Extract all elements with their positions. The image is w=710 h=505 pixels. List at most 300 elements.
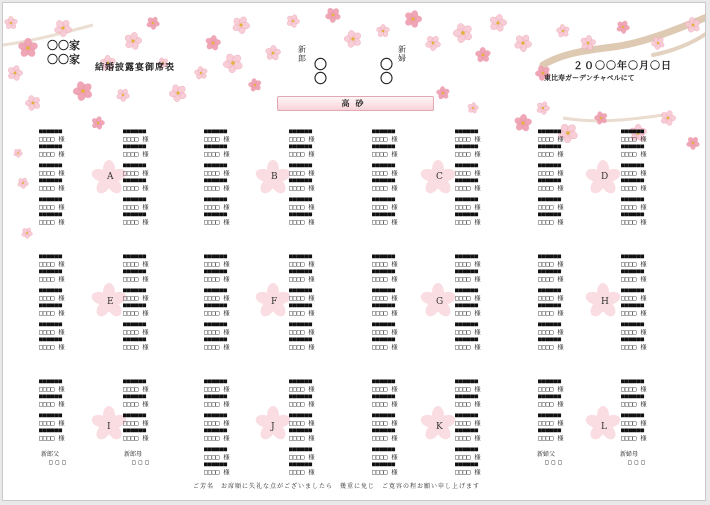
guest-name-text: □□□□ bbox=[204, 135, 220, 143]
guest-name bbox=[289, 276, 349, 284]
guest-name-text: □□□□ bbox=[372, 309, 388, 317]
guest-org: ■■■■■■ bbox=[621, 162, 645, 169]
guest-name bbox=[204, 170, 264, 178]
guest-name-text: □□□□ bbox=[204, 343, 220, 351]
guest-name-text: □□□□ bbox=[289, 150, 305, 158]
guest-org: ■■■■■■ bbox=[204, 302, 228, 309]
guest-name bbox=[123, 151, 183, 159]
honorific: 様 bbox=[308, 260, 315, 268]
guest-name bbox=[455, 344, 515, 352]
guest-name-text: □□□□ bbox=[289, 135, 305, 143]
table-label-a: A bbox=[107, 172, 114, 182]
guest-name-text: □□□□ bbox=[455, 260, 471, 268]
guest-org: ■■■■■■ bbox=[39, 336, 63, 343]
guest-name-text: □□□□ bbox=[538, 434, 554, 442]
guest-org: ■■■■■■ bbox=[455, 302, 479, 309]
guest-name bbox=[39, 136, 99, 144]
guest-name bbox=[621, 204, 681, 212]
guest-name bbox=[372, 344, 432, 352]
guest-org: ■■■■■■ bbox=[204, 177, 228, 184]
honorific: 様 bbox=[557, 260, 564, 268]
guest-org: ■■■■■■ bbox=[123, 211, 147, 218]
honorific: 様 bbox=[308, 328, 315, 336]
table-label-l: L bbox=[601, 422, 607, 432]
honorific: 様 bbox=[142, 294, 149, 302]
guest-org: ■■■■■■ bbox=[123, 287, 147, 294]
guest-list-19 bbox=[289, 378, 349, 480]
guest-org: ■■■■■■ bbox=[372, 321, 396, 328]
guest-name-text: □□□□ bbox=[39, 203, 55, 211]
footer-message: ご芳名 お席順に失礼な点がございましたら 幾重に免じ ご寛容の程お願い申し上げます bbox=[193, 483, 481, 490]
guest-name-text: □□□□ bbox=[123, 343, 139, 351]
guest-org: ■■■■■■ bbox=[204, 268, 228, 275]
guest-name bbox=[372, 329, 432, 337]
bride-father-seat bbox=[537, 451, 565, 467]
honorific: 様 bbox=[58, 184, 65, 192]
groom-father-name: □□□ bbox=[49, 459, 69, 466]
guest-name bbox=[204, 136, 264, 144]
table-label-f: F bbox=[271, 297, 278, 307]
honorific: 様 bbox=[391, 275, 398, 283]
guest-name-text: □□□□ bbox=[455, 294, 471, 302]
honorific: 様 bbox=[308, 169, 315, 177]
guest-name-text: □□□□ bbox=[123, 275, 139, 283]
guest-name bbox=[538, 185, 598, 193]
cherry-blossom-icon bbox=[50, 15, 76, 40]
guest-name-text: □□□□ bbox=[455, 419, 471, 427]
guest-org: ■■■■■■ bbox=[289, 128, 313, 135]
guest-name bbox=[123, 276, 183, 284]
honorific: 様 bbox=[474, 468, 481, 476]
honorific: 様 bbox=[557, 385, 564, 393]
paper-sheet bbox=[2, 2, 706, 501]
guest-name bbox=[204, 401, 264, 409]
honorific: 様 bbox=[557, 309, 564, 317]
guest-name-text: □□□□ bbox=[455, 468, 471, 476]
honorific: 様 bbox=[474, 419, 481, 427]
guest-org: ■■■■■■ bbox=[289, 253, 313, 260]
guest-name-text: □□□□ bbox=[372, 453, 388, 461]
honorific: 様 bbox=[223, 309, 230, 317]
guest-name-text: □□□□ bbox=[123, 150, 139, 158]
guest-name bbox=[204, 261, 264, 269]
guest-name-text: □□□□ bbox=[39, 400, 55, 408]
guest-org: ■■■■■■ bbox=[455, 412, 479, 419]
guest-org: ■■■■■■ bbox=[289, 461, 313, 468]
honorific: 様 bbox=[223, 203, 230, 211]
guest-org: ■■■■■■ bbox=[621, 253, 645, 260]
guest-name-text: □□□□ bbox=[289, 309, 305, 317]
guest-org: ■■■■■■ bbox=[372, 336, 396, 343]
guest-list-22 bbox=[538, 378, 598, 446]
guest-name bbox=[455, 276, 515, 284]
honorific: 様 bbox=[640, 419, 647, 427]
guest-name-text: □□□□ bbox=[289, 275, 305, 283]
guest-list-16 bbox=[39, 378, 99, 446]
guest-name bbox=[621, 420, 681, 428]
guest-name-text: □□□□ bbox=[372, 169, 388, 177]
guest-name bbox=[123, 136, 183, 144]
guest-org: ■■■■■■ bbox=[372, 196, 396, 203]
guest-name bbox=[455, 170, 515, 178]
guest-name-text: □□□□ bbox=[455, 309, 471, 317]
guest-name-text: □□□□ bbox=[455, 275, 471, 283]
guest-name-text: □□□□ bbox=[204, 294, 220, 302]
guest-name-text: □□□□ bbox=[204, 169, 220, 177]
honorific: 様 bbox=[557, 419, 564, 427]
guest-name-text: □□□□ bbox=[621, 218, 637, 226]
guest-list-17 bbox=[123, 378, 183, 446]
guest-name bbox=[289, 329, 349, 337]
guest-name-text: □□□□ bbox=[372, 343, 388, 351]
guest-name-text: □□□□ bbox=[204, 385, 220, 393]
guest-name-text: □□□□ bbox=[372, 135, 388, 143]
guest-name bbox=[39, 276, 99, 284]
guest-org: ■■■■■■ bbox=[289, 177, 313, 184]
guest-org: ■■■■■■ bbox=[123, 128, 147, 135]
guest-name-text: □□□□ bbox=[538, 135, 554, 143]
guest-name-text: □□□□ bbox=[123, 218, 139, 226]
cherry-blossom-icon bbox=[123, 31, 142, 51]
guest-name-text: □□□□ bbox=[123, 309, 139, 317]
guest-org: ■■■■■■ bbox=[621, 412, 645, 419]
guest-name-text: □□□□ bbox=[123, 135, 139, 143]
guest-name-text: □□□□ bbox=[204, 260, 220, 268]
guest-name-text: □□□□ bbox=[39, 328, 55, 336]
guest-name bbox=[123, 401, 183, 409]
guest-name-text: □□□□ bbox=[123, 434, 139, 442]
guest-name bbox=[621, 276, 681, 284]
honorific: 様 bbox=[557, 184, 564, 192]
guest-org: ■■■■■■ bbox=[123, 412, 147, 419]
cherry-blossom-icon bbox=[466, 101, 480, 114]
guest-name-text: □□□□ bbox=[455, 150, 471, 158]
guest-org: ■■■■■■ bbox=[621, 268, 645, 275]
guest-name-text: □□□□ bbox=[372, 419, 388, 427]
guest-name bbox=[39, 295, 99, 303]
guest-org: ■■■■■■ bbox=[289, 378, 313, 385]
table-label-d: D bbox=[601, 172, 609, 182]
honorific: 様 bbox=[58, 385, 65, 393]
cherry-blossom-icon bbox=[615, 19, 630, 35]
honorific: 様 bbox=[391, 468, 398, 476]
honorific: 様 bbox=[474, 169, 481, 177]
guest-name bbox=[372, 136, 432, 144]
guest-name bbox=[39, 329, 99, 337]
guest-name-text: □□□□ bbox=[123, 400, 139, 408]
guest-list-3 bbox=[289, 128, 349, 230]
guest-name bbox=[123, 420, 183, 428]
guest-org: ■■■■■■ bbox=[123, 336, 147, 343]
guest-name-text: □□□□ bbox=[455, 203, 471, 211]
cherry-blossom-icon bbox=[25, 95, 41, 112]
guest-name bbox=[538, 295, 598, 303]
guest-name-text: □□□□ bbox=[204, 150, 220, 158]
guest-name bbox=[39, 170, 99, 178]
guest-org: ■■■■■■ bbox=[289, 268, 313, 275]
guest-org: ■■■■■■ bbox=[455, 143, 479, 150]
cherry-blossom-icon bbox=[535, 100, 552, 116]
guest-name bbox=[39, 261, 99, 269]
honorific: 様 bbox=[58, 150, 65, 158]
guest-org: ■■■■■■ bbox=[621, 287, 645, 294]
guest-name-text: □□□□ bbox=[455, 218, 471, 226]
honorific: 様 bbox=[474, 400, 481, 408]
guest-org: ■■■■■■ bbox=[455, 336, 479, 343]
guest-name-text: □□□□ bbox=[123, 184, 139, 192]
guest-name-text: □□□□ bbox=[372, 184, 388, 192]
guest-name bbox=[39, 185, 99, 193]
honorific: 様 bbox=[640, 218, 647, 226]
guest-name bbox=[621, 170, 681, 178]
cherry-blossom-icon bbox=[113, 85, 132, 104]
groom-name: 〇〇 bbox=[314, 58, 328, 87]
guest-name-text: □□□□ bbox=[39, 434, 55, 442]
guest-name-text: □□□□ bbox=[204, 328, 220, 336]
honorific: 様 bbox=[58, 169, 65, 177]
guest-name bbox=[538, 329, 598, 337]
honorific: 様 bbox=[142, 309, 149, 317]
guest-org: ■■■■■■ bbox=[289, 196, 313, 203]
guest-name-text: □□□□ bbox=[289, 343, 305, 351]
guest-name-text: □□□□ bbox=[538, 400, 554, 408]
guest-name-text: □□□□ bbox=[538, 203, 554, 211]
guest-name bbox=[39, 310, 99, 318]
guest-name bbox=[39, 386, 99, 394]
table-label-h: H bbox=[601, 297, 609, 307]
honorific: 様 bbox=[308, 218, 315, 226]
honorific: 様 bbox=[223, 218, 230, 226]
guest-org: ■■■■■■ bbox=[621, 393, 645, 400]
guest-org: ■■■■■■ bbox=[204, 287, 228, 294]
guest-name-text: □□□□ bbox=[621, 343, 637, 351]
guest-name bbox=[621, 261, 681, 269]
honorific: 様 bbox=[474, 434, 481, 442]
guest-org: ■■■■■■ bbox=[123, 162, 147, 169]
honorific: 様 bbox=[640, 203, 647, 211]
guest-name bbox=[39, 151, 99, 159]
honorific: 様 bbox=[308, 150, 315, 158]
guest-name bbox=[289, 386, 349, 394]
guest-name-text: □□□□ bbox=[538, 385, 554, 393]
guest-name bbox=[204, 219, 264, 227]
honorific: 様 bbox=[58, 328, 65, 336]
honorific: 様 bbox=[58, 309, 65, 317]
guest-name-text: □□□□ bbox=[39, 150, 55, 158]
guest-list-12 bbox=[372, 253, 432, 355]
honorific: 様 bbox=[391, 135, 398, 143]
cherry-blossom-icon bbox=[262, 42, 285, 65]
honorific: 様 bbox=[308, 400, 315, 408]
guest-name bbox=[372, 310, 432, 318]
guest-name bbox=[123, 386, 183, 394]
guest-org: ■■■■■■ bbox=[204, 427, 228, 434]
honorific: 様 bbox=[308, 184, 315, 192]
guest-org: ■■■■■■ bbox=[39, 378, 63, 385]
honorific: 様 bbox=[474, 385, 481, 393]
honorific: 様 bbox=[223, 434, 230, 442]
guest-name bbox=[621, 329, 681, 337]
guest-name bbox=[372, 170, 432, 178]
table-label-j: J bbox=[271, 422, 275, 432]
guest-name-text: □□□□ bbox=[123, 260, 139, 268]
guest-org: ■■■■■■ bbox=[455, 427, 479, 434]
honorific: 様 bbox=[308, 135, 315, 143]
guest-name-text: □□□□ bbox=[289, 453, 305, 461]
honorific: 様 bbox=[391, 328, 398, 336]
guest-name-text: □□□□ bbox=[538, 419, 554, 427]
cherry-blossom-icon bbox=[344, 29, 363, 48]
guest-name bbox=[123, 204, 183, 212]
guest-org: ■■■■■■ bbox=[204, 461, 228, 468]
honorific: 様 bbox=[391, 309, 398, 317]
guest-name bbox=[204, 204, 264, 212]
guest-name-text: □□□□ bbox=[455, 385, 471, 393]
guest-list-4 bbox=[372, 128, 432, 230]
honorific: 様 bbox=[640, 309, 647, 317]
honorific: 様 bbox=[223, 419, 230, 427]
guest-name bbox=[538, 420, 598, 428]
guest-org: ■■■■■■ bbox=[204, 128, 228, 135]
cherry-blossom-icon bbox=[15, 175, 31, 191]
guest-org: ■■■■■■ bbox=[621, 143, 645, 150]
guest-name bbox=[621, 401, 681, 409]
cherry-blossom-icon bbox=[554, 22, 572, 40]
honorific: 様 bbox=[474, 184, 481, 192]
guest-list-13 bbox=[455, 253, 515, 355]
guest-name bbox=[204, 310, 264, 318]
groom-family-name: 〇〇家 bbox=[47, 39, 80, 52]
guest-org: ■■■■■■ bbox=[123, 378, 147, 385]
honorific: 様 bbox=[640, 343, 647, 351]
guest-name-text: □□□□ bbox=[621, 184, 637, 192]
guest-name bbox=[538, 219, 598, 227]
guest-name-text: □□□□ bbox=[538, 260, 554, 268]
guest-name bbox=[39, 344, 99, 352]
guest-name bbox=[538, 170, 598, 178]
cherry-blossom-icon bbox=[165, 80, 190, 105]
guest-name-text: □□□□ bbox=[289, 385, 305, 393]
honorific: 様 bbox=[474, 275, 481, 283]
guest-org: ■■■■■■ bbox=[538, 302, 562, 309]
guest-name-text: □□□□ bbox=[123, 385, 139, 393]
guest-name-text: □□□□ bbox=[372, 150, 388, 158]
honorific: 様 bbox=[391, 203, 398, 211]
honorific: 様 bbox=[474, 328, 481, 336]
guest-org: ■■■■■■ bbox=[372, 287, 396, 294]
cherry-blossom-icon bbox=[19, 225, 35, 241]
cherry-blossom-icon bbox=[246, 76, 264, 94]
bride-mother-name: □□□ bbox=[628, 459, 648, 466]
honorific: 様 bbox=[58, 419, 65, 427]
guest-org: ■■■■■■ bbox=[123, 177, 147, 184]
guest-org: ■■■■■■ bbox=[538, 162, 562, 169]
guest-name bbox=[372, 204, 432, 212]
guest-name bbox=[123, 329, 183, 337]
guest-org: ■■■■■■ bbox=[372, 393, 396, 400]
guest-name-text: □□□□ bbox=[204, 203, 220, 211]
guest-org: ■■■■■■ bbox=[621, 177, 645, 184]
guest-name bbox=[538, 435, 598, 443]
guest-list-15 bbox=[621, 253, 681, 355]
cherry-blossom-icon bbox=[374, 22, 391, 40]
honorific: 様 bbox=[474, 218, 481, 226]
guest-org: ■■■■■■ bbox=[621, 128, 645, 135]
guest-org: ■■■■■■ bbox=[538, 143, 562, 150]
guest-name bbox=[538, 204, 598, 212]
guest-name-text: □□□□ bbox=[455, 453, 471, 461]
honorific: 様 bbox=[557, 218, 564, 226]
guest-org: ■■■■■■ bbox=[289, 412, 313, 419]
guest-name-text: □□□□ bbox=[621, 294, 637, 302]
guest-name bbox=[372, 185, 432, 193]
guest-name bbox=[621, 386, 681, 394]
guest-name-text: □□□□ bbox=[39, 343, 55, 351]
guest-org: ■■■■■■ bbox=[372, 143, 396, 150]
honorific: 様 bbox=[308, 453, 315, 461]
guest-org: ■■■■■■ bbox=[204, 446, 228, 453]
honorific: 様 bbox=[640, 169, 647, 177]
honorific: 様 bbox=[474, 343, 481, 351]
guest-name bbox=[289, 435, 349, 443]
guest-name-text: □□□□ bbox=[289, 169, 305, 177]
guest-name bbox=[289, 310, 349, 318]
guest-name-text: □□□□ bbox=[538, 309, 554, 317]
honorific: 様 bbox=[557, 328, 564, 336]
guest-name bbox=[621, 435, 681, 443]
guest-name-text: □□□□ bbox=[621, 434, 637, 442]
guest-name-text: □□□□ bbox=[39, 309, 55, 317]
guest-list-18 bbox=[204, 378, 264, 480]
guest-org: ■■■■■■ bbox=[123, 393, 147, 400]
guest-name bbox=[538, 344, 598, 352]
guest-name-text: □□□□ bbox=[538, 328, 554, 336]
guest-org: ■■■■■■ bbox=[123, 196, 147, 203]
guest-name-text: □□□□ bbox=[621, 203, 637, 211]
guest-name-text: □□□□ bbox=[621, 150, 637, 158]
guest-name-text: □□□□ bbox=[289, 468, 305, 476]
guest-org: ■■■■■■ bbox=[455, 253, 479, 260]
guest-name-text: □□□□ bbox=[455, 434, 471, 442]
guest-org: ■■■■■■ bbox=[39, 302, 63, 309]
honorific: 様 bbox=[474, 135, 481, 143]
honorific: 様 bbox=[142, 385, 149, 393]
guest-name bbox=[455, 185, 515, 193]
guest-name bbox=[39, 435, 99, 443]
guest-name bbox=[538, 401, 598, 409]
guest-name-text: □□□□ bbox=[204, 419, 220, 427]
honorific: 様 bbox=[557, 275, 564, 283]
guest-name-text: □□□□ bbox=[289, 434, 305, 442]
cherry-blossom-icon bbox=[68, 77, 97, 106]
guest-org: ■■■■■■ bbox=[123, 268, 147, 275]
guest-name bbox=[39, 420, 99, 428]
guest-org: ■■■■■■ bbox=[289, 211, 313, 218]
honorific: 様 bbox=[474, 309, 481, 317]
guest-org: ■■■■■■ bbox=[621, 302, 645, 309]
honorific: 様 bbox=[308, 468, 315, 476]
guest-name bbox=[621, 310, 681, 318]
guest-name-text: □□□□ bbox=[455, 328, 471, 336]
guest-name bbox=[621, 136, 681, 144]
guest-name bbox=[455, 295, 515, 303]
guest-list-2 bbox=[204, 128, 264, 230]
guest-name bbox=[123, 219, 183, 227]
honorific: 様 bbox=[557, 294, 564, 302]
honorific: 様 bbox=[308, 343, 315, 351]
guest-name-text: □□□□ bbox=[538, 184, 554, 192]
guest-name-text: □□□□ bbox=[372, 294, 388, 302]
